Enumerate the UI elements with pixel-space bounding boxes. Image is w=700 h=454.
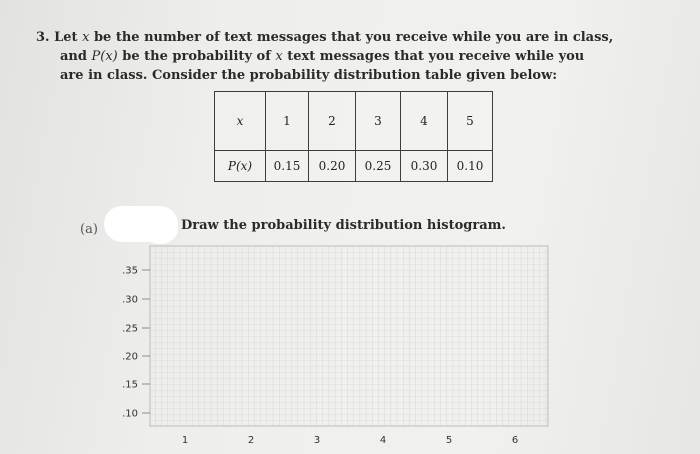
y-tick-label: .35: [122, 265, 138, 277]
x-tick-label: 6: [511, 435, 519, 446]
table-header-x: x: [215, 92, 266, 151]
x-tick-label: 4: [379, 435, 387, 446]
problem-number: 3.: [36, 30, 50, 45]
x-axis-ticks: [182, 435, 518, 446]
function-px: P(x): [91, 49, 118, 64]
y-tick-label: .30: [122, 294, 138, 306]
table-cell-x: 2: [309, 92, 356, 151]
x-tick-label: 2: [247, 435, 255, 446]
table-cell-p: 0.25: [356, 151, 401, 182]
y-tick-label: .15: [122, 379, 138, 391]
table-cell-p: 0.20: [309, 151, 356, 182]
part-a-instruction: Draw the probability distribution histogram.: [181, 218, 506, 233]
problem-text: and: [60, 49, 87, 64]
table-cell-x: 5: [448, 92, 493, 151]
problem-text: be the probability of: [122, 49, 271, 64]
problem-text: are in class. Consider the probability distribution table given below:: [60, 68, 558, 83]
table-cell-p: 0.30: [401, 151, 448, 182]
y-tick-label: .20: [122, 351, 138, 363]
problem-text: Let: [54, 30, 78, 45]
table-cell-p: 0.15: [266, 151, 309, 182]
table-cell-x: 1: [266, 92, 309, 151]
x-tick-label: 5: [445, 435, 453, 446]
variable-x: x: [275, 49, 283, 64]
table-cell-x: 4: [401, 92, 448, 151]
x-tick-label: 1: [181, 435, 189, 446]
problem-text: text messages that you receive while you: [287, 49, 585, 64]
y-axis-ticks: [122, 266, 150, 420]
y-tick-label: .25: [122, 323, 138, 335]
y-tick-label: .10: [122, 408, 138, 420]
x-tick-label: 3: [313, 435, 321, 446]
part-a-label: (a): [80, 222, 98, 237]
table-cell-x: 3: [356, 92, 401, 151]
problem-text: be the number of text messages that you receive while you are in class,: [93, 30, 614, 45]
table-header-px: P(x): [215, 151, 266, 182]
variable-x: x: [82, 30, 90, 45]
table-cell-p: 0.10: [448, 151, 493, 182]
graph-paper: [150, 246, 548, 426]
